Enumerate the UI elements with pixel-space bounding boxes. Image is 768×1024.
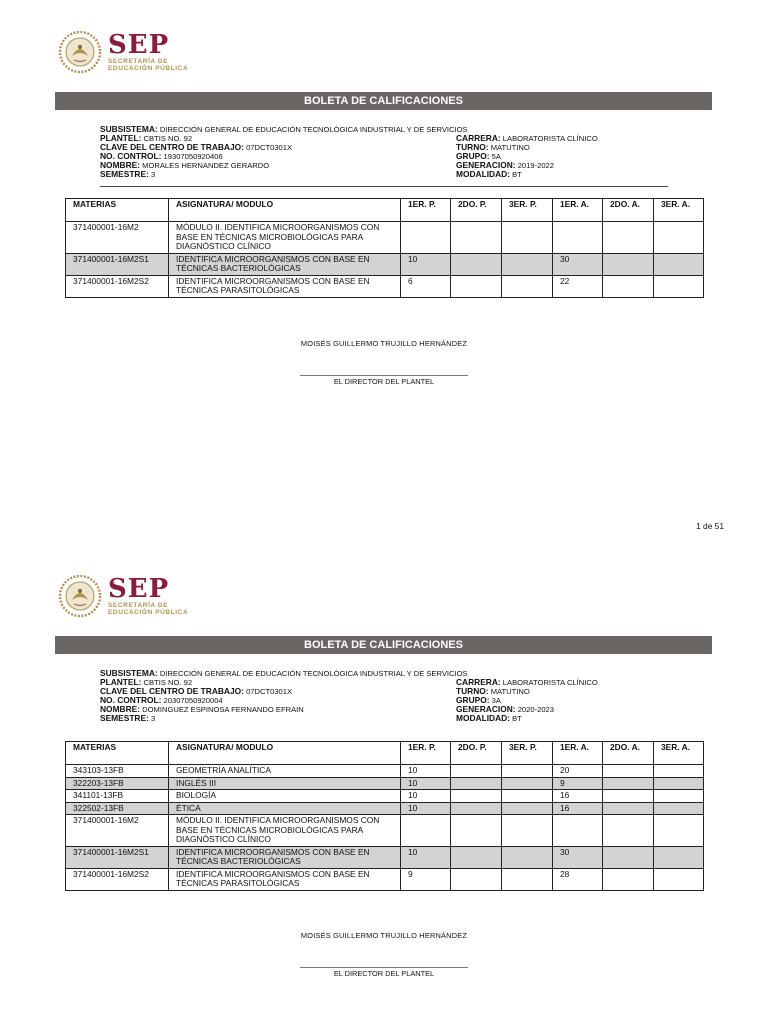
cell-p3 [502,765,553,778]
cell-a1: 22 [553,275,603,297]
cell-p2 [451,275,502,297]
cell-p3 [502,868,553,890]
cell-p2 [451,802,502,815]
cell-asignatura: ÉTICA [169,802,401,815]
cell-a3 [654,815,704,847]
header-1er-p: 1ER. P. [401,742,451,765]
student-info-right [456,134,716,179]
grades-header-row [66,199,704,222]
cell-p3 [502,802,553,815]
clave-value: 07DCT0301X [246,687,293,696]
mexican-eagle-seal-icon [58,30,102,74]
cell-p3 [502,275,553,297]
cell-asignatura: GEOMETRÍA ANALÍTICA [169,765,401,778]
modalidad-label: MODALIDAD: [456,713,510,723]
table-row [66,777,704,790]
cell-p1: 10 [401,765,451,778]
cell-a2 [603,815,654,847]
cell-p2 [451,777,502,790]
signature-line [300,967,468,968]
cell-p2 [451,253,502,275]
cell-p2 [451,790,502,803]
cell-a1: 9 [553,777,603,790]
header-2do-a: 2DO. A. [603,742,654,765]
cell-asignatura: IDENTIFICA MICROORGANISMOS CON BASE EN TÉCNICAS BACTERIOLÓGICAS [169,846,401,868]
cell-materia: 371400001-16M2S2 [66,868,169,890]
grades-table [65,741,704,891]
cell-materia: 322203-13FB [66,777,169,790]
cell-a2 [603,222,654,254]
cell-p3 [502,790,553,803]
cell-asignatura: INGLÉS III [169,777,401,790]
sep-logo-subtitle-line1: SECRETARÍA DE [108,57,169,65]
table-row [66,765,704,778]
nombre-value: MORALES HERNANDEZ GERARDO [142,161,270,170]
table-row [66,802,704,815]
cell-a2 [603,777,654,790]
cell-a1: 16 [553,790,603,803]
cell-p1: 6 [401,275,451,297]
generacion-value: 2019-2022 [517,161,555,170]
cell-a2 [603,253,654,275]
cell-p1 [401,222,451,254]
plantel-value: CBTIS NO. 92 [143,678,193,687]
cell-p1: 10 [401,777,451,790]
header-materias: MATERIAS [66,199,169,222]
cell-asignatura: IDENTIFICA MICROORGANISMOS CON BASE EN TÉCNICAS BACTERIOLÓGICAS [169,253,401,275]
turno-label: TURNO: [456,142,489,152]
semestre-value: 3 [151,714,156,723]
cell-p3 [502,253,553,275]
grupo-label: GRUPO: [456,151,490,161]
cell-a1 [553,222,603,254]
grades-body [66,765,704,891]
cell-p3 [502,777,553,790]
sep-logo-word: SEP [108,573,170,604]
cell-p1: 10 [401,846,451,868]
header-1er-a: 1ER. A. [553,199,603,222]
sep-logo [58,574,188,618]
cell-p2 [451,868,502,890]
cell-p2 [451,846,502,868]
nombre-value: DOMINGUEZ ESPINOSA FERNANDO EFRAIN [142,705,304,714]
cell-a2 [603,802,654,815]
cell-a2 [603,275,654,297]
mexican-eagle-seal-icon [58,574,102,618]
carrera-value: LABORATORISTA CLÍNICO [502,134,598,143]
page-number: 1 de 51 [696,521,724,531]
cell-p2 [451,765,502,778]
subsistema-label: SUBSISTEMA: [100,124,158,134]
cell-a2 [603,765,654,778]
header-1er-a: 1ER. A. [553,742,603,765]
cell-asignatura: IDENTIFICA MICROORGANISMOS CON BASE EN TÉCNICAS PARASITOLÓGICAS [169,868,401,890]
cell-asignatura: MÓDULO II. IDENTIFICA MICROORGANISMOS CON BASE EN TÉCNICAS MICROBIOLÓGICAS PARA DIAGNÓSTICO CLÍNICO [169,815,401,847]
cell-materia: 371400001-16M2S1 [66,846,169,868]
header-3er-p: 3ER. P. [502,199,553,222]
cell-a3 [654,765,704,778]
cell-materia: 341101-13FB [66,790,169,803]
header-1er-p: 1ER. P. [401,199,451,222]
plantel-label: PLANTEL: [100,133,142,143]
control-label: NO. CONTROL: [100,151,162,161]
cell-a3 [654,790,704,803]
cell-a3 [654,846,704,868]
cell-a2 [603,846,654,868]
turno-label: TURNO: [456,686,489,696]
nombre-label: NOMBRE: [100,704,141,714]
cell-p2 [451,222,502,254]
header-3er-p: 3ER. P. [502,742,553,765]
modalidad-label: MODALIDAD: [456,169,510,179]
carrera-label: CARRERA: [456,133,501,143]
grades-header-row [66,742,704,765]
grupo-value: 5A [491,152,501,161]
modalidad-value: BT [512,714,522,723]
cell-p1: 10 [401,802,451,815]
sep-logo-subtitle-line1: SECRETARÍA DE [108,601,169,609]
header-2do-p: 2DO. P. [451,199,502,222]
header-3er-a: 3ER. A. [654,742,704,765]
cell-a3 [654,275,704,297]
report-card-banner: BOLETA DE CALIFICACIONES [55,636,712,654]
cell-a1: 30 [553,253,603,275]
cell-a1: 20 [553,765,603,778]
table-row [66,253,704,275]
cell-p1: 9 [401,868,451,890]
cell-a3 [654,777,704,790]
grupo-label: GRUPO: [456,695,490,705]
cell-asignatura: IDENTIFICA MICROORGANISMOS CON BASE EN TÉCNICAS PARASITOLÓGICAS [169,275,401,297]
semestre-label: SEMESTRE: [100,713,149,723]
cell-a1: 28 [553,868,603,890]
semestre-label: SEMESTRE: [100,169,149,179]
cell-asignatura: BIOLOGÍA [169,790,401,803]
table-row [66,222,704,254]
semestre-value: 3 [151,170,156,179]
table-row [66,846,704,868]
subsistema-value: DIRECCIÓN GENERAL DE EDUCACIÓN TECNOLÓGICA INDUSTRIAL Y DE SERVICIOS [159,125,468,134]
sep-logo [58,30,188,74]
cell-p3 [502,222,553,254]
table-row [66,275,704,297]
table-row [66,868,704,890]
generacion-label: GENERACION: [456,160,516,170]
cell-materia: 371400001-16M2S1 [66,253,169,275]
director-name: MOISÉS GUILLERMO TRUJILLO HERNÁNDEZ [300,339,468,348]
subsistema-label: SUBSISTEMA: [100,668,158,678]
cell-asignatura: MÓDULO II. IDENTIFICA MICROORGANISMOS CON BASE EN TÉCNICAS MICROBIOLÓGICAS PARA DIAGNÓSTICO CLÍNICO [169,222,401,254]
cell-materia: 322502-13FB [66,802,169,815]
cell-a1 [553,815,603,847]
nombre-label: NOMBRE: [100,160,141,170]
cell-materia: 371400001-16M2 [66,222,169,254]
director-label: EL DIRECTOR DEL PLANTEL [333,969,435,978]
cell-p3 [502,846,553,868]
header-materias: MATERIAS [66,742,169,765]
report-card-banner: BOLETA DE CALIFICACIONES [55,92,712,110]
clave-label: CLAVE DEL CENTRO DE TRABAJO: [100,142,244,152]
control-label: NO. CONTROL: [100,695,162,705]
control-value: 20307050920004 [163,696,223,705]
table-row [66,815,704,847]
plantel-value: CBTIS NO. 92 [143,134,193,143]
generacion-value: 2020-2023 [517,705,555,714]
cell-a3 [654,868,704,890]
cell-materia: 371400001-16M2S2 [66,275,169,297]
cell-p1: 10 [401,790,451,803]
clave-label: CLAVE DEL CENTRO DE TRABAJO: [100,686,244,696]
cell-p1: 10 [401,253,451,275]
director-label: EL DIRECTOR DEL PLANTEL [333,377,435,386]
header-2do-p: 2DO. P. [451,742,502,765]
clave-value: 07DCT0301X [246,143,293,152]
subsistema-value: DIRECCIÓN GENERAL DE EDUCACIÓN TECNOLÓGICA INDUSTRIAL Y DE SERVICIOS [159,669,468,678]
cell-a1: 30 [553,846,603,868]
sep-logo-subtitle-line2: EDUCACIÓN PÚBLICA [108,609,189,616]
director-name: MOISÉS GUILLERMO TRUJILLO HERNÁNDEZ [300,931,468,940]
cell-a3 [654,802,704,815]
grades-table [65,198,704,298]
control-value: 19307050920406 [163,152,223,161]
cell-materia: 371400001-16M2 [66,815,169,847]
header-asignatura: ASIGNATURA/ MODULO [169,742,401,765]
sep-logo-word: SEP [108,29,170,60]
cell-a2 [603,790,654,803]
signature-line [300,375,468,376]
turno-value: MATUTINO [490,143,530,152]
generacion-label: GENERACION: [456,704,516,714]
info-divider [100,186,668,187]
table-row [66,790,704,803]
grupo-value: 3A [491,696,501,705]
cell-p2 [451,815,502,847]
cell-materia: 343103-13FB [66,765,169,778]
grades-body [66,222,704,298]
carrera-value: LABORATORISTA CLÍNICO [502,678,598,687]
cell-a1: 16 [553,802,603,815]
sep-logo-subtitle-line2: EDUCACIÓN PÚBLICA [108,65,189,72]
cell-p1 [401,815,451,847]
turno-value: MATUTINO [490,687,530,696]
modalidad-value: BT [512,170,522,179]
header-3er-a: 3ER. A. [654,199,704,222]
student-info-right [456,678,716,723]
carrera-label: CARRERA: [456,677,501,687]
plantel-label: PLANTEL: [100,677,142,687]
header-2do-a: 2DO. A. [603,199,654,222]
cell-a3 [654,253,704,275]
cell-p3 [502,815,553,847]
cell-a2 [603,868,654,890]
cell-a3 [654,222,704,254]
header-asignatura: ASIGNATURA/ MODULO [169,199,401,222]
